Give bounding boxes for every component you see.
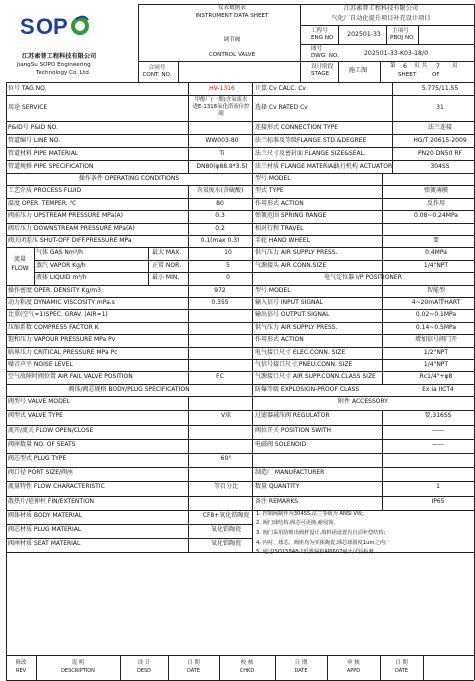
dwg-label-en: DWG. NO. (311, 53, 339, 59)
flow-row-value: 0 (226, 274, 230, 282)
flow-row-mid: 正常 NOR. (152, 261, 181, 269)
op-row-label: 温度 OPER. TEMPER. ℃ (8, 199, 77, 207)
stage-value: 施工图 (348, 67, 368, 74)
op-row-label: 比重(空气=1)SPEC. GRAV. (AIR=1) (8, 311, 108, 319)
op-row-value: 80 (216, 199, 224, 207)
footer-label-en: DESCRIPTION (61, 668, 95, 674)
positioner-row-value: Rc1/4"+φ8 (419, 373, 453, 381)
body-row-label: 阀型式 VALVE TYPE (8, 412, 63, 420)
left-row-label: 位号 TAG NO. (8, 84, 47, 92)
flow-row-mid: 最大 MAX. (152, 249, 182, 257)
footer-label-en: DESD (136, 668, 152, 674)
op-row-label: 噪音声平 NOISE LEVEL (8, 361, 73, 368)
page-number: 6 (403, 63, 407, 70)
op-row-value: 972 (214, 286, 226, 294)
right-row-value: HG/T 20615-2009 (413, 136, 467, 144)
contract-label-cn: 合同号 (148, 65, 166, 71)
left-row-label: 管道规格 PIPE SPECIFICATION (8, 162, 94, 170)
positioner-row-label: 电气接口尺寸 ELEC.CONN. SIZE (255, 348, 346, 356)
body-row-value: 等百分比 (213, 483, 239, 491)
right-row-label: 法兰尺寸及密封面 FLANGE SIZE&SEAL. (255, 149, 366, 157)
eng-no-label-en: ENG NO (311, 35, 334, 41)
op-row-value: 0.3 (215, 212, 225, 220)
footer-label-cn: 审 核 (347, 660, 360, 666)
body-row-label: 阀芯材质 PLUG MATERIAL (8, 526, 82, 533)
body-row-label: 阀型号 VALVE MODEL (8, 398, 70, 406)
footer-label-en: DATE (294, 668, 308, 674)
actuator-row-label: 作用形式 ACTION (255, 199, 304, 207)
positioner-row-value: 1/4"NPT (423, 361, 449, 368)
company-name-en-1: JiangSu SOPO Engineering (17, 62, 91, 68)
pbs-label-cn: 主项号 (392, 28, 409, 34)
company-name-en-2: Technology Co. Ltd. (36, 70, 91, 76)
actuator-row-label: 手轮 HAND WHEEL (255, 237, 310, 244)
company-name-cn: 江苏索普工程科技有限公司 (22, 53, 97, 60)
body-row-value: 氧化锆陶瓷 (210, 540, 242, 548)
contract-label-en: CONT. NO. (142, 72, 172, 78)
positioner-row-value: 0.02~0.1MPa (415, 311, 457, 319)
stage-label-en: STAGE (311, 71, 330, 77)
op-section-title: 操作条件 OPERATING CONDITIONS (78, 175, 180, 182)
op-row-value: 0.2 (215, 224, 225, 232)
accessory-row-label: 过滤器减压阀 REGULATOR (255, 412, 330, 420)
op-row-label: 压缩系数 COMPRESS FACTOR K (8, 323, 99, 331)
positioner-row-value: 0.14~0.5MPa (415, 323, 457, 331)
op-row-value: FC (216, 373, 224, 381)
accessory-row-label: 制造厂 MANUFACTURER (255, 469, 325, 477)
op-row-label: 临界压力 CRITICAL PRESSURE MPa Pc (8, 348, 118, 356)
page-of-2: 页 共 (414, 63, 427, 69)
positioner-row-value: 增加信号阀门开 (414, 336, 458, 344)
sheet-title-cn: 仪表数据表 (218, 5, 246, 11)
body-row-label: 散热片/延伸杆 FIN/EXTENTION (8, 497, 95, 505)
positioner-row-value: 1/2"NPT (423, 348, 449, 356)
device-title-cn: 调节阀 (223, 37, 241, 43)
actuator-title: 执行机构 ACTUATOR (333, 163, 393, 171)
page-of-3: 页 (452, 63, 458, 69)
body-row-value: CF8+氧化锆陶瓷 (202, 511, 250, 519)
right-row-value: 法兰连接 (427, 123, 453, 131)
flow-label-cn: 流量 (13, 256, 27, 264)
body-row-label: 阀芯型式 PLUG TYPE (8, 455, 67, 462)
footer-label-cn: 日 期 (294, 660, 308, 666)
flow-row-value: 5 (226, 261, 230, 269)
left-row-value: Ti (219, 149, 225, 157)
accessory-row-label: 电磁阀 SOLENOID (255, 440, 307, 448)
right-row-value: 31 (436, 104, 444, 111)
actuator-row-value: 要 (432, 237, 440, 244)
right-row-label: 法兰材质 FLANGE MATERIAL (255, 162, 337, 170)
remark-note: 4. 内衬、球芯、阀座均为实体陶瓷,球芯球圆度1um之内; (256, 539, 387, 546)
service-value: 甲醇厂(一期)含氧废水进E-1318氧化塔液位控制 (192, 97, 250, 117)
body-row-label: 流量特性 FLOW CHARACTERISTIC (8, 483, 105, 491)
right-row-value: 304SS (430, 162, 450, 170)
explosion-value: Ex ia IICT4 (422, 385, 454, 393)
op-row-label: 空气故障时阀位置 AIR FAIL VALVE POSITION (8, 373, 133, 381)
left-row-label: 管道编号 LINE NO. (8, 136, 61, 144)
positioner-row-value: 4~20mA带HART (411, 299, 461, 306)
positioner-row-label: 作用形式 ACTION (255, 336, 304, 344)
accessory-title: 附件 ACCESSORY (338, 398, 388, 406)
footer-label-cn: 设 计 (137, 660, 151, 666)
flow-row-mid: 最小 MIN. (152, 274, 180, 282)
positioner-row-label: 气信号接口尺寸 PNEU.CONN. SIZE (255, 361, 353, 368)
accessory-row-label: 备注 REMARKS (255, 497, 299, 505)
page-total: 7 (436, 63, 440, 70)
actuator-row-label: 相对行程 TRAVEL (255, 224, 304, 232)
accessory-row-value: —— (432, 440, 444, 448)
client-name-1: 江苏索普工程科技有限公司 (343, 5, 419, 12)
body-row-label: 阀座数量 NO. OF SEATS (8, 440, 76, 448)
actuator-row-label: 气源接头 AIR CONN.SIZE (255, 261, 327, 269)
footer-label-en: CHKD (239, 668, 255, 674)
accessory-row-label: 数量 QUANTITY (255, 483, 300, 491)
right-row-label: 计算 Cv CALC. Cv (255, 84, 306, 92)
body-row-value: V球 (220, 412, 232, 420)
sheet-label: SHEET (398, 72, 417, 78)
positioner-row-label: 气源接口尺寸 AIR SUPP.CONN.CLASS SIZE (255, 373, 376, 381)
footer-label-cn: 日 期 (395, 660, 408, 666)
op-row-label: 操作密度 OPER. DENSITY Kg/m3 (8, 286, 101, 294)
footer-label-en: APPD (346, 668, 361, 674)
actuator-row-value: 反作用 (426, 199, 446, 207)
actuator-row-value: 1/4"NPT (423, 261, 449, 269)
svg-text:O: O (36, 14, 54, 39)
op-row-label: 阀关闭差压 SHUT-OFF DIFF.PRESSURE MPa (8, 237, 132, 244)
op-row-label: 阀后压力 DOWNSTREAM PRESSURE MPa(A) (8, 224, 135, 232)
body-row-value: 60° (220, 455, 232, 462)
actuator-row-value: 弹簧薄膜 (423, 187, 449, 195)
left-row-value: WW003-80 (205, 136, 239, 144)
op-row-label: 阀前压力 UPSTREAM PRESSURE MPa(A) (8, 212, 123, 220)
positioner-row-label: 输入信号 INPUT SIGNAL (255, 299, 323, 306)
flow-row-value: 10 (224, 249, 232, 257)
company-logo (6, 8, 118, 48)
op-row-label: 饱和压力 VAPOUR PRESSURE MPa Pv (8, 336, 116, 344)
actuator-row-label: 供气压力 AIR SUPPLY PRESS. (255, 249, 338, 257)
accessory-row-value: IP65 (431, 497, 445, 505)
footer-label-en: DATE (394, 668, 409, 674)
stage-label-cn: 设计阶段 (311, 64, 334, 70)
dwg-no-value: 202501-33-K03-18/0 (363, 50, 429, 57)
accessory-row-value: 1 (436, 483, 440, 491)
body-row-label: 阀座材质 SEAT MATERIAL (8, 540, 81, 548)
positioner-row-value: 智能型 (426, 286, 446, 294)
pbs-label-en: PBOJ NO (390, 35, 414, 41)
remark-note: 3. 阀门采用防喷出阀杆设计,填料函设置有自动补偿结构; (256, 530, 386, 536)
eng-no-label-cn: 工程号 (311, 28, 328, 34)
positioner-row-label: 输出信号 OUTPUT SIGNAL (255, 311, 330, 319)
body-row-label: 流开/流关 FLOW OPEN/CLOSE (8, 426, 94, 434)
left-row-value: HV-1316 (209, 84, 235, 92)
footer-label-cn: 日 期 (187, 660, 200, 666)
left-row-value: DN80(φ88.9*3.5) (196, 162, 248, 170)
left-row-label: 管道材料 PIPE MATERIAL (8, 149, 79, 157)
right-row-value: 5.775/11.55 (421, 84, 459, 92)
device-title-en: CONTROL VALVE (208, 52, 256, 58)
actuator-row-label: 型号 MODEL (255, 175, 291, 182)
dwg-label-cn: 图号 (311, 46, 323, 52)
footer-label-en: DATE (186, 668, 201, 674)
remark-note: 5. 通过ISO15848-1低泄漏和API607耐火试验检测 (256, 549, 374, 556)
footer-label-cn: 修改 (15, 660, 27, 666)
actuator-row-value: 0.4MPa (425, 249, 447, 257)
remark-note: 1. 控制阀制作为304SS,法兰等级为 ANSI V级; (256, 510, 364, 517)
svg-text:S: S (20, 14, 35, 39)
op-row-label: 动力粘度 DYNAMIC VISCOSITY mPa.s (8, 299, 115, 306)
svg-text:P: P (53, 14, 68, 39)
remark-note: 2. 阀门球结构,阀芯可更换,耐侵蚀。 (256, 520, 339, 527)
positioner-row-label: 型号 MODEL (255, 286, 291, 294)
body-row-label: 阀口径 PORT SIZE/阀座 (8, 469, 74, 477)
page-of-1: 第 (390, 63, 396, 69)
explosion-label: 防爆等级 EXPLOSION-PROOF CLASS (255, 385, 360, 393)
client-name-2: 气化厂自动化提升项目补充设计项目 (331, 15, 431, 22)
accessory-row-value: 要,316SS (424, 412, 452, 420)
right-row-label: 法兰标准及等级FLANGE STD.&DEGREE (255, 136, 367, 144)
footer-label-en: REV (15, 668, 27, 674)
body-row-value: 氧化锆陶瓷 (210, 526, 242, 533)
sheet-title-en: INSTRUMENT DATA SHEET (195, 13, 269, 19)
op-row-value: 含氧废水(含硫酸) (196, 187, 244, 195)
positioner-row-label: 供气压力 AIR SUPPLY PRESS. (255, 323, 338, 331)
actuator-row-label: 弹簧范围 SPRING RANGE (255, 212, 327, 220)
flow-label-en: FLOW (11, 265, 29, 273)
of-label: OF (432, 72, 440, 78)
body-section-title: 阀体/阀芯规格 BODY/PLUG SPECIFICATION (68, 385, 190, 393)
flow-row-label: 蒸汽 VAPOR Kg/h (36, 261, 86, 269)
op-row-label: 工艺介质 PROCESS FLUID (8, 187, 82, 195)
actuator-row-value: 0.08~0.24MPa (414, 212, 458, 220)
flow-row-label: 液体 LIQUID m³/h (36, 274, 87, 282)
actuator-row-label: 型式 TYPE (255, 187, 284, 195)
left-row-label: 用途 SERVICE (8, 104, 48, 111)
accessory-row-label: 阀位开关 POSITION SWITH (255, 426, 332, 434)
body-row-label: 阀体材质 BODY MATERIAL (8, 511, 83, 519)
right-row-label: 选择 Cv RATED Cv (255, 104, 308, 111)
sopo-logo-icon (6, 8, 118, 48)
footer-label-cn: 校 核 (240, 660, 254, 666)
eng-no-value: 202501-33 (347, 31, 381, 38)
right-row-label: 连接形式 CONNECTION TYPE (255, 123, 339, 131)
right-row-value: PN20 DN50 RF (418, 149, 462, 157)
flow-row-label: 气体 GAS Nm³/h (36, 249, 83, 257)
footer-label-cn: 说 明 (71, 660, 85, 666)
positioner-title: 电气定位器 I/P POSITIONER (324, 274, 402, 282)
accessory-row-value: —— (432, 426, 444, 434)
left-row-label: P&ID号 P&ID NO. (8, 123, 59, 131)
op-row-value: 0.355 (211, 299, 229, 306)
op-row-value: 0.1(max 0.3) (200, 237, 240, 244)
